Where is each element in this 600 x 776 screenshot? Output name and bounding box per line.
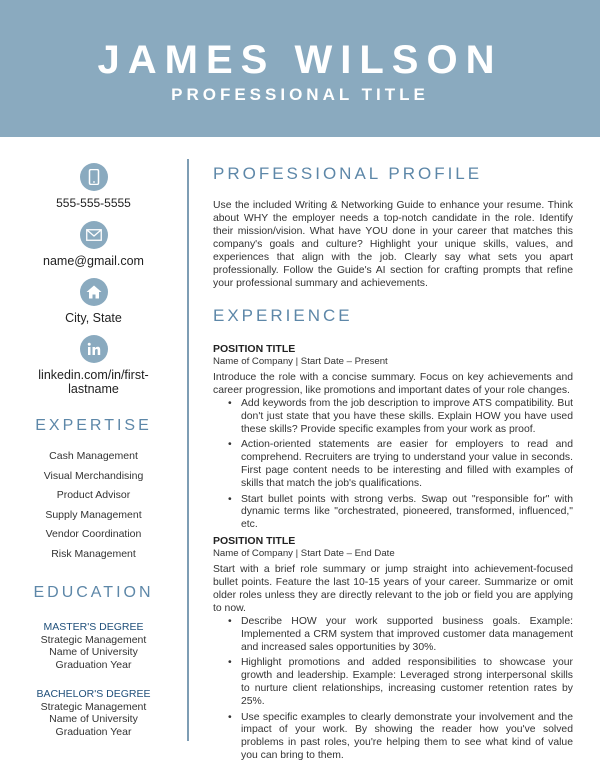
contact-location — [0, 278, 187, 325]
professional-title: PROFESSIONAL TITLE — [171, 85, 429, 104]
column-divider — [187, 159, 189, 741]
list-item: Supply Management — [45, 508, 142, 521]
linkedin-url[interactable] — [0, 368, 187, 396]
list-item: Product Advisor — [56, 489, 131, 502]
list-item: • Add keywords from the job description to improve ATS compatibility. But don't just state that you have these skills. Explain HOW you have used these skills? Provide specific examples from your work as proof. — [226, 398, 573, 436]
position-title: POSITION TITLE — [213, 343, 296, 355]
location-text: City, State — [65, 311, 122, 325]
position-summary: Start with a brief role summary or jump straight into achievement-focused bullet points. Feature the last 10-15 years of your career. Summarize or omit older roles unless they are directly relevant to the job or field you are applying to now. — [213, 564, 573, 614]
list-item: Vendor Coordination — [45, 528, 142, 541]
list-item: • Use specific examples to clearly demonstrate your involvement and the impact of your work. By showing the reader how you've solved problems in past roles, you're helping them to see what kind of value you can bring to them. — [226, 712, 573, 763]
expertise-list — [0, 447, 187, 565]
degree-name: BACHELOR'S DEGREE — [36, 688, 151, 700]
profile-heading: PROFESSIONAL PROFILE — [213, 164, 483, 183]
position-summary: Introduce the role with a concise summary. Focus on key achievements and career progression, like promotions and important dates of your role changes. — [213, 372, 573, 396]
list-item: • Describe HOW your work supported business goals. Example: Implemented a CRM system that improved customer data management and increased sales opportunities by 30%. — [226, 616, 573, 654]
contact-email — [0, 221, 187, 268]
position-title: POSITION TITLE — [213, 535, 296, 547]
position-bullets — [226, 398, 573, 535]
position-bullets — [226, 616, 573, 766]
list-item: • Highlight promotions and added responsibilities to showcase your growth and leadership. Example: Leveraged strong interpersonal skills to nurture client relationships, increasing customer retention rates by 25%. — [226, 657, 573, 708]
education-entry — [0, 688, 187, 738]
list-item: Risk Management — [51, 547, 136, 560]
degree-field: Strategic Management — [40, 700, 147, 713]
education-heading: EDUCATION — [33, 584, 154, 601]
home-icon — [80, 278, 108, 306]
list-item: • Start bullet points with strong verbs. Swap out "responsible for" with dynamic terms like "orchestrated, pioneered, transformed, influenced," etc. — [226, 494, 573, 532]
linkedin-url-line1: linkedin.com/in/first- — [38, 368, 149, 382]
graduation-year: Graduation Year — [55, 725, 132, 738]
list-item: Cash Management — [49, 450, 138, 462]
email-address[interactable]: name@gmail.com — [43, 254, 144, 268]
graduation-year: Graduation Year — [55, 658, 132, 671]
contact-linkedin — [0, 335, 187, 396]
degree-field: Strategic Management — [40, 633, 147, 646]
list-item: Visual Merchandising — [43, 469, 144, 482]
position-meta: Name of Company | Start Date – End Date — [213, 548, 395, 559]
email-icon — [80, 221, 108, 249]
phone-icon — [80, 163, 108, 191]
university-name: Name of University — [49, 713, 138, 725]
header-banner — [0, 0, 600, 137]
position-meta: Name of Company | Start Date – Present — [213, 356, 388, 367]
candidate-name: JAMES WILSON — [97, 38, 503, 82]
contact-phone — [0, 163, 187, 210]
list-item: • Action-oriented statements are easier for employers to read and comprehend. Recruiters are trying to understand your value in seconds. First page content needs to be interesting and filled with examples of skills that match the job's qualifications. — [226, 439, 573, 490]
degree-name: MASTER'S DEGREE — [43, 621, 144, 633]
experience-heading: EXPERIENCE — [213, 306, 353, 325]
linkedin-icon — [80, 335, 108, 363]
education-entry — [0, 621, 187, 671]
phone-number: 555-555-5555 — [56, 196, 131, 210]
linkedin-url-line2: lastname — [68, 382, 119, 396]
university-name: Name of University — [49, 646, 138, 658]
expertise-heading: EXPERTISE — [35, 417, 152, 434]
profile-text: Use the included Writing & Networking Guide to enhance your resume. Think about WHY the employer needs a top-notch candidate in the role. Identify their mission/vision. What have YOU done in your career that matches this company's goals and culture? Highlight your unique skills, values, and experiences that align with the job. Clearly say what sets you apart professionally. Follow the Guide's AI section for crafting prompts that refine your professional summary and achievements. — [213, 200, 573, 289]
